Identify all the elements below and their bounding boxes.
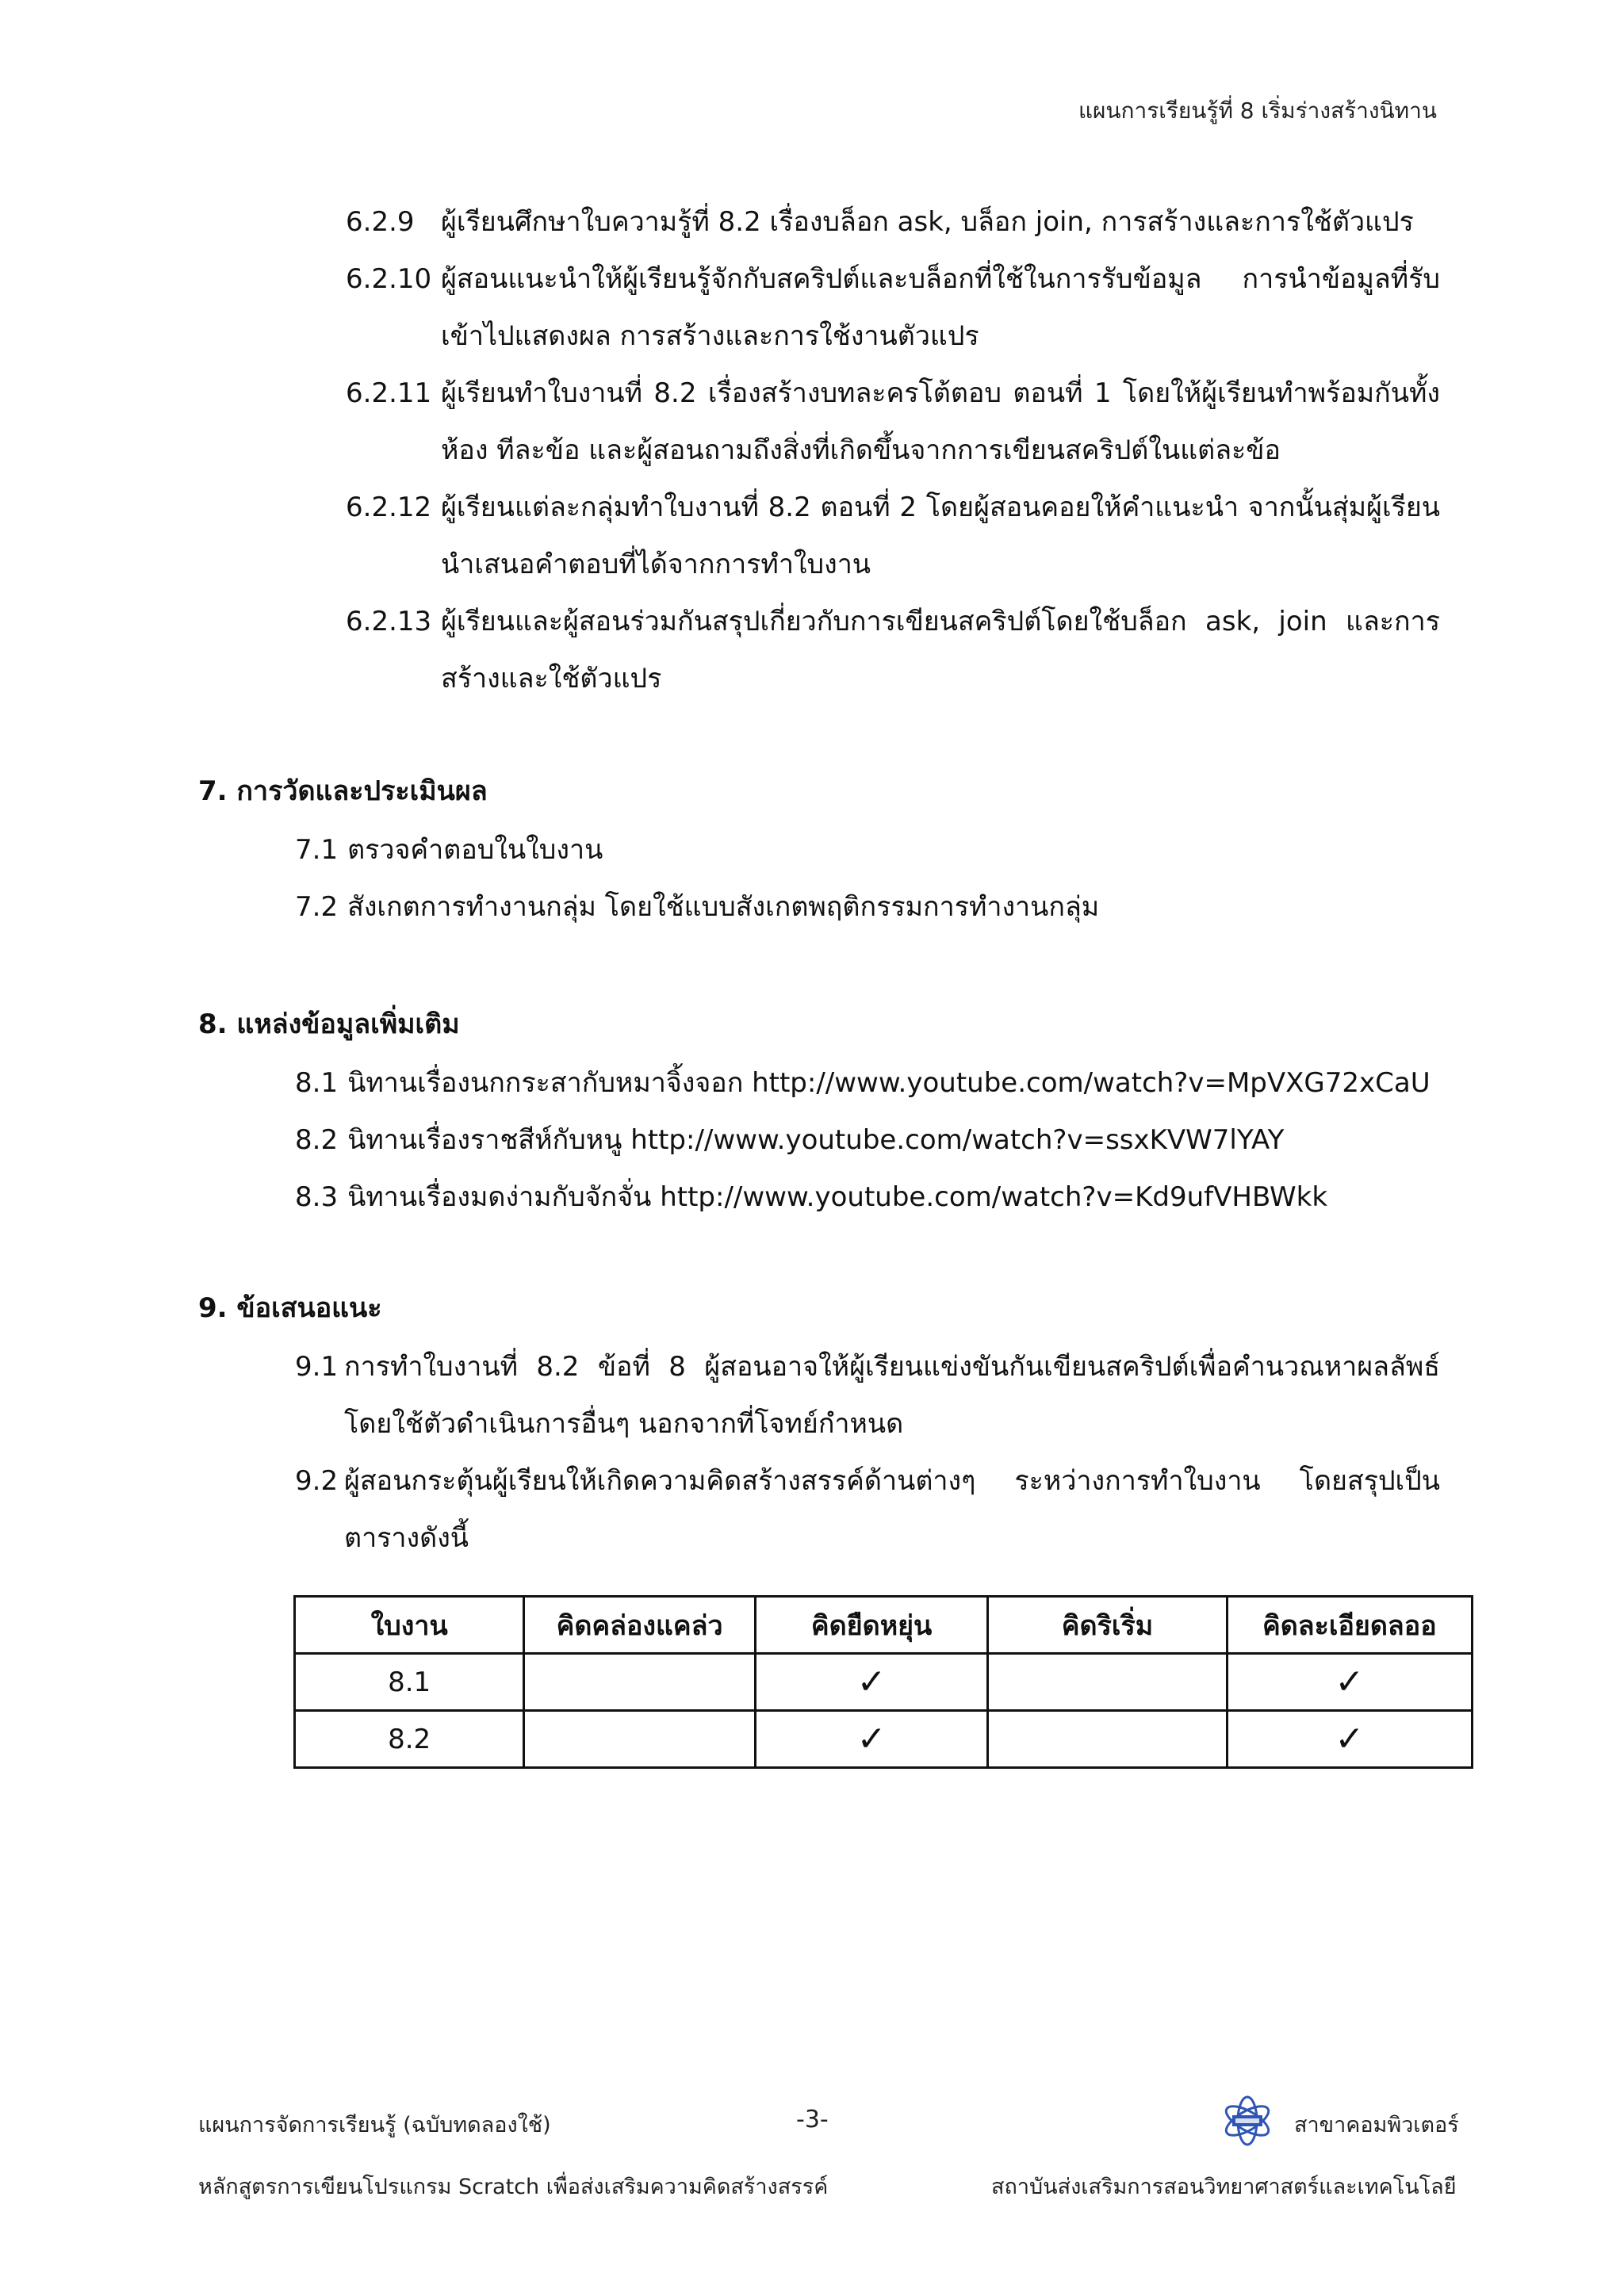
table-header-cell: คิดคล่องแคล่ว bbox=[524, 1597, 756, 1654]
section-8-item bbox=[295, 1112, 1440, 1169]
footer-plan-title: แผนการจัดการเรียนรู้ (ฉบับทดลองใช้) bbox=[198, 2113, 551, 2137]
table-row bbox=[295, 1711, 1473, 1768]
table-header-row bbox=[295, 1597, 1473, 1654]
table-cell bbox=[524, 1654, 756, 1711]
step-number: 6.2.13 bbox=[346, 606, 432, 637]
section-9-item bbox=[295, 1452, 1440, 1567]
table-row bbox=[295, 1654, 1473, 1711]
page-number: -3- bbox=[796, 2106, 829, 2133]
step-item bbox=[346, 251, 1440, 365]
item-number: 9.2 bbox=[295, 1465, 339, 1497]
item-text: ตรวจคำตอบในใบงาน bbox=[347, 834, 603, 866]
section-7-title: 7. การวัดและประเมินผล bbox=[198, 775, 488, 807]
check-mark-icon: ✓ bbox=[755, 1711, 987, 1768]
item-text: นิทานเรื่องนกกระสากับหมาจิ้งจอก http://www.youtube.com/watch?v=MpVXG72xCaU bbox=[347, 1067, 1431, 1099]
step-item bbox=[346, 365, 1440, 479]
table-cell: 8.2 bbox=[295, 1711, 524, 1768]
table-cell bbox=[988, 1711, 1227, 1768]
step-text: ผู้เรียนศึกษาใบความรู้ที่ 8.2 เรื่องบล็อก ask, บล็อก join, การสร้างและการใช้ตัวแปร bbox=[441, 206, 1414, 238]
section-8-item bbox=[295, 1169, 1440, 1226]
item-number: 7.1 bbox=[295, 834, 339, 866]
item-number: 8.2 bbox=[295, 1124, 339, 1156]
step-number: 6.2.9 bbox=[346, 206, 415, 238]
item-text: นิทานเรื่องมดง่ามกับจักจั่น http://www.youtube.com/watch?v=Kd9ufVHBWkk bbox=[347, 1181, 1328, 1213]
check-mark-icon: ✓ bbox=[755, 1654, 987, 1711]
footer-course-title: หลักสูตรการเขียนโปรแกรม Scratch เพื่อส่งเสริมความคิดสร้างสรรค์ bbox=[198, 2175, 829, 2199]
step-number: 6.2.10 bbox=[346, 263, 432, 295]
ipst-logo-icon bbox=[1220, 2093, 1275, 2149]
step-item bbox=[346, 193, 1440, 251]
table-cell bbox=[524, 1711, 756, 1768]
table-cell bbox=[988, 1654, 1227, 1711]
step-number: 6.2.11 bbox=[346, 377, 432, 409]
step-item bbox=[346, 479, 1440, 593]
page-header: แผนการเรียนรู้ที่ 8 เริ่มร่างสร้างนิทาน bbox=[1078, 98, 1437, 124]
check-mark-icon: ✓ bbox=[1227, 1711, 1472, 1768]
item-number: 7.2 bbox=[295, 891, 339, 923]
section-9-title: 9. ข้อเสนอแนะ bbox=[198, 1292, 382, 1324]
table-header-cell: คิดยืดหยุ่น bbox=[755, 1597, 987, 1654]
item-number: 8.1 bbox=[295, 1067, 339, 1099]
item-text: ผู้สอนกระตุ้นผู้เรียนให้เกิดความคิดสร้างสรรค์ด้านต่างๆ ระหว่างการทำใบงาน โดยสรุปเป็นตารางดังนี้ bbox=[344, 1465, 1440, 1554]
section-8-item bbox=[295, 1054, 1440, 1112]
section-9-item bbox=[295, 1338, 1440, 1452]
step-text: ผู้เรียนทำใบงานที่ 8.2 เรื่องสร้างบทละครโต้ตอบ ตอนที่ 1 โดยให้ผู้เรียนทำพร้อมกันทั้งห้อง ทีละข้อ และผู้สอนถามถึงสิ่งที่เกิดขึ้นจากการเขียนสคริปต์ในแต่ละข้อ bbox=[441, 377, 1440, 466]
item-text: การทำใบงานที่ 8.2 ข้อที่ 8 ผู้สอนอาจให้ผู้เรียนแข่งขันกันเขียนสคริปต์เพื่อคำนวณหาผลลัพธ์โดยใช้ตัวดำเนินการอื่นๆ นอกจากที่โจทย์กำหนด bbox=[344, 1351, 1440, 1440]
table-cell: 8.1 bbox=[295, 1654, 524, 1711]
item-text: นิทานเรื่องราชสีห์กับหนู http://www.youtube.com/watch?v=ssxKVW7lYAY bbox=[347, 1124, 1285, 1156]
item-number: 9.1 bbox=[295, 1351, 339, 1383]
step-number: 6.2.12 bbox=[346, 492, 432, 523]
item-text: สังเกตการทำงานกลุ่ม โดยใช้แบบสังเกตพฤติกรรมการทำงานกลุ่ม bbox=[347, 891, 1100, 923]
footer-department: สาขาคอมพิวเตอร์ bbox=[1294, 2113, 1459, 2137]
step-item bbox=[346, 593, 1440, 707]
section-8-title: 8. แหล่งข้อมูลเพิ่มเติม bbox=[198, 1008, 460, 1040]
table-header-cell: ใบงาน bbox=[295, 1597, 524, 1654]
footer-institute: สถาบันส่งเสริมการสอนวิทยาศาสตร์และเทคโนโลยี bbox=[991, 2175, 1457, 2199]
step-text: ผู้เรียนแต่ละกลุ่มทำใบงานที่ 8.2 ตอนที่ 2 โดยผู้สอนคอยให้คำแนะนำ จากนั้นสุ่มผู้เรียนนำเสนอคำตอบที่ได้จากการทำใบงาน bbox=[441, 492, 1440, 580]
check-mark-icon: ✓ bbox=[1227, 1654, 1472, 1711]
section-7-item bbox=[295, 821, 1440, 878]
step-text: ผู้เรียนและผู้สอนร่วมกันสรุปเกี่ยวกับการเขียนสคริปต์โดยใช้บล็อก ask, join และการสร้างและใช้ตัวแปร bbox=[441, 606, 1440, 695]
table-header-cell: คิดละเอียดลออ bbox=[1227, 1597, 1472, 1654]
table-header-cell: คิดริเริ่ม bbox=[988, 1597, 1227, 1654]
creativity-table bbox=[293, 1595, 1473, 1769]
step-text: ผู้สอนแนะนำให้ผู้เรียนรู้จักกับสคริปต์และบล็อกที่ใช้ในการรับข้อมูล การนำข้อมูลที่รับเข้าไปแสดงผล การสร้างและการใช้งานตัวแปร bbox=[441, 263, 1440, 352]
item-number: 8.3 bbox=[295, 1181, 339, 1213]
section-7-item bbox=[295, 878, 1440, 936]
